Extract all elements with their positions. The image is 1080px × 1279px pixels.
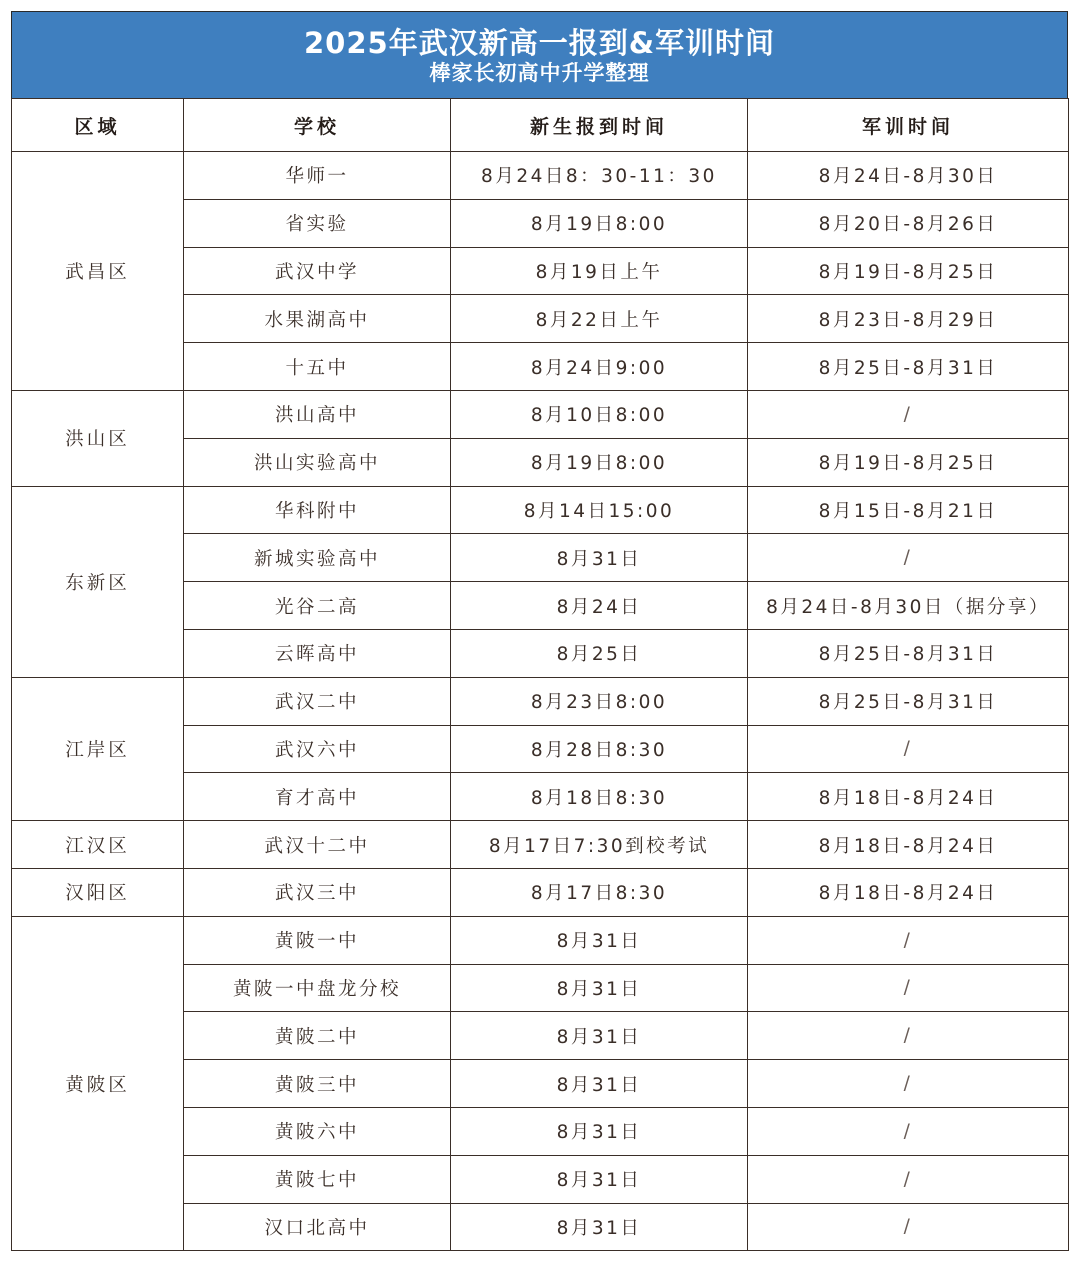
training-time-cell: / xyxy=(748,534,1069,582)
training-time-cell: 8月18日-8月24日 xyxy=(748,868,1069,916)
report-time-cell: 8月25日 xyxy=(451,629,748,677)
report-time-cell: 8月19日上午 xyxy=(451,247,748,295)
table-row xyxy=(12,916,1069,964)
district-cell: 江汉区 xyxy=(12,821,184,869)
school-cell: 武汉六中 xyxy=(184,725,451,773)
table-body xyxy=(12,152,1069,1251)
schedule-table xyxy=(11,98,1069,1251)
school-cell: 育才高中 xyxy=(184,773,451,821)
report-time-cell: 8月17日7:30到校考试 xyxy=(451,821,748,869)
report-time-cell: 8月28日8:30 xyxy=(451,725,748,773)
report-time-cell: 8月17日8:30 xyxy=(451,868,748,916)
school-cell: 十五中 xyxy=(184,343,451,391)
report-time-cell: 8月24日 xyxy=(451,582,748,630)
training-time-cell: 8月15日-8月21日 xyxy=(748,486,1069,534)
report-time-cell: 8月22日上午 xyxy=(451,295,748,343)
table-row xyxy=(12,152,1069,200)
training-time-cell: 8月24日-8月30日 xyxy=(748,152,1069,200)
report-time-cell: 8月31日 xyxy=(451,1060,748,1108)
report-time-cell: 8月14日15:00 xyxy=(451,486,748,534)
page-title: 2025年武汉新高一报到&军训时间 xyxy=(303,26,775,60)
school-cell: 武汉二中 xyxy=(184,677,451,725)
column-header-training-time: 军训时间 xyxy=(748,99,1069,152)
school-cell: 武汉中学 xyxy=(184,247,451,295)
district-cell: 黄陂区 xyxy=(12,916,184,1251)
school-cell: 黄陂七中 xyxy=(184,1155,451,1203)
table-row xyxy=(12,868,1069,916)
training-time-cell: 8月23日-8月29日 xyxy=(748,295,1069,343)
report-time-cell: 8月31日 xyxy=(451,1155,748,1203)
district-cell: 武昌区 xyxy=(12,152,184,391)
report-time-cell: 8月23日8:00 xyxy=(451,677,748,725)
district-cell: 东新区 xyxy=(12,486,184,677)
training-time-cell: / xyxy=(748,1012,1069,1060)
report-time-cell: 8月18日8:30 xyxy=(451,773,748,821)
school-cell: 华科附中 xyxy=(184,486,451,534)
training-time-cell: / xyxy=(748,1060,1069,1108)
report-time-cell: 8月31日 xyxy=(451,1107,748,1155)
school-cell: 省实验 xyxy=(184,199,451,247)
training-time-cell: / xyxy=(748,1155,1069,1203)
school-cell: 黄陂二中 xyxy=(184,1012,451,1060)
report-time-cell: 8月31日 xyxy=(451,534,748,582)
training-time-cell: 8月24日-8月30日（据分享） xyxy=(748,582,1069,630)
report-time-cell: 8月31日 xyxy=(451,1012,748,1060)
training-time-cell: 8月25日-8月31日 xyxy=(748,677,1069,725)
school-cell: 洪山实验高中 xyxy=(184,438,451,486)
school-cell: 武汉三中 xyxy=(184,868,451,916)
table-row xyxy=(12,677,1069,725)
table-row xyxy=(12,486,1069,534)
school-cell: 华师一 xyxy=(184,152,451,200)
training-time-cell: / xyxy=(748,916,1069,964)
school-cell: 黄陂六中 xyxy=(184,1107,451,1155)
training-time-cell: 8月20日-8月26日 xyxy=(748,199,1069,247)
school-cell: 新城实验高中 xyxy=(184,534,451,582)
training-time-cell: / xyxy=(748,964,1069,1012)
column-header-school: 学校 xyxy=(184,99,451,152)
report-time-cell: 8月31日 xyxy=(451,916,748,964)
school-cell: 洪山高中 xyxy=(184,390,451,438)
training-time-cell: 8月25日-8月31日 xyxy=(748,629,1069,677)
report-time-cell: 8月24日8：30-11：30 xyxy=(451,152,748,200)
training-time-cell: 8月18日-8月24日 xyxy=(748,773,1069,821)
school-cell: 武汉十二中 xyxy=(184,821,451,869)
report-time-cell: 8月19日8:00 xyxy=(451,438,748,486)
table-row xyxy=(12,390,1069,438)
school-cell: 黄陂一中 xyxy=(184,916,451,964)
training-time-cell: 8月25日-8月31日 xyxy=(748,343,1069,391)
report-time-cell: 8月10日8:00 xyxy=(451,390,748,438)
title-banner xyxy=(11,11,1068,98)
column-header-district: 区域 xyxy=(12,99,184,152)
school-cell: 水果湖高中 xyxy=(184,295,451,343)
report-time-cell: 8月31日 xyxy=(451,964,748,1012)
report-time-cell: 8月19日8:00 xyxy=(451,199,748,247)
school-cell: 黄陂一中盘龙分校 xyxy=(184,964,451,1012)
district-cell: 江岸区 xyxy=(12,677,184,820)
school-cell: 汉口北高中 xyxy=(184,1203,451,1251)
training-time-cell: 8月19日-8月25日 xyxy=(748,247,1069,295)
training-time-cell: / xyxy=(748,1107,1069,1155)
training-time-cell: 8月19日-8月25日 xyxy=(748,438,1069,486)
schedule-sheet xyxy=(11,11,1068,1251)
district-cell: 洪山区 xyxy=(12,390,184,486)
training-time-cell: / xyxy=(748,725,1069,773)
school-cell: 黄陂三中 xyxy=(184,1060,451,1108)
page-subtitle: 棒家长初高中升学整理 xyxy=(429,61,650,85)
report-time-cell: 8月24日9:00 xyxy=(451,343,748,391)
table-row xyxy=(12,821,1069,869)
header-row xyxy=(12,99,1069,152)
school-cell: 光谷二高 xyxy=(184,582,451,630)
training-time-cell: 8月18日-8月24日 xyxy=(748,821,1069,869)
report-time-cell: 8月31日 xyxy=(451,1203,748,1251)
school-cell: 云晖高中 xyxy=(184,629,451,677)
district-cell: 汉阳区 xyxy=(12,868,184,916)
training-time-cell: / xyxy=(748,1203,1069,1251)
training-time-cell: / xyxy=(748,390,1069,438)
column-header-report-time: 新生报到时间 xyxy=(451,99,748,152)
